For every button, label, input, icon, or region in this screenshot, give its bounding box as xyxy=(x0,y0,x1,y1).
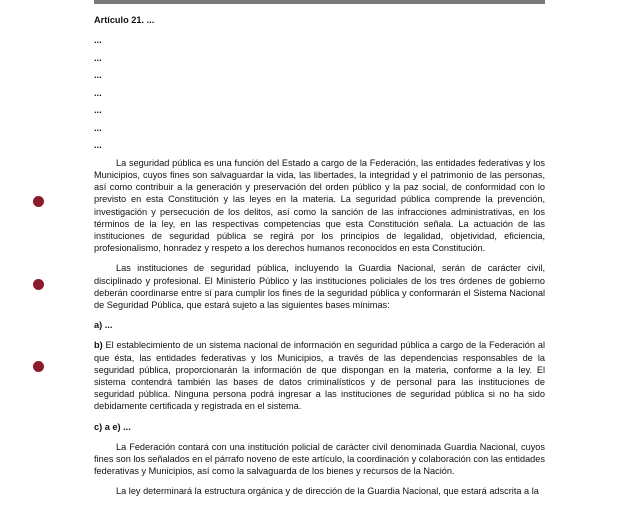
ellipsis-line: ... xyxy=(94,70,102,81)
ellipsis-line: ... xyxy=(94,35,102,46)
ellipsis-line: ... xyxy=(94,122,102,133)
margin-bullet-icon xyxy=(33,279,44,290)
margin-bullet-icon xyxy=(33,361,44,372)
paragraph-guardia-nacional: La Federación contará con una institución policial de carácter civil denominada Guardia Nacional, cuyos fines son los señalados en el párrafo noveno de este artículo, la coordinación y colaboración con las entidades federativas y Municipios, así como la salvaguarda de los bienes y recursos de la Nación. xyxy=(94,441,545,477)
item-a: a) ... xyxy=(94,320,113,331)
item-b-text: El establecimiento de un sistema nacional de información en seguridad pública a cargo de la Federación al que ésta, las entidades federativas y los Municipios, a través de las dependencias responsables de la seguridad pública, proporcionarán la información de que dispongan en la materia, conforme a la ley. El sistema contendrá también las bases de datos criminalísticos y de personal para las instituciones de seguridad pública. Ninguna persona podrá ingresar a las instituciones de seguridad pública si no ha sido debidamente certificada y registrada en el sistema. xyxy=(94,340,545,412)
article-heading: Artículo 21. ... xyxy=(94,15,155,25)
ellipsis-line: ... xyxy=(94,105,102,116)
ellipsis-line: ... xyxy=(94,52,102,63)
ellipsis-line: ... xyxy=(94,140,102,151)
paragraph-seguridad-publica: La seguridad pública es una función del Estado a cargo de la Federación, las entidades federativas y los Municipios, cuyos fines son salvaguardar la vida, las libertades, la integridad y el patrimonio de las personas, así como contribuir a la generación y preservación del orden público y la paz social, de conformidad con lo previsto en esta Constitución y las leyes en la materia. La seguridad pública comprende la prevención, investigación y persecución de los delitos, así como la sanción de las infracciones administrativas, en los términos de la ley, en las respectivas competencias que esta Constitución señala. La actuación de las instituciones de seguridad pública se regirá por los principios de legalidad, objetividad, eficiencia, profesionalismo, honradez y respeto a los derechos humanos reconocidos en esta Constitución. xyxy=(94,157,545,254)
ellipsis-line: ... xyxy=(94,87,102,98)
item-b-label: b) xyxy=(94,340,103,351)
item-c-e: c) a e) ... xyxy=(94,421,131,432)
item-b xyxy=(94,339,545,412)
document-page xyxy=(94,14,545,506)
margin-bullet-icon xyxy=(33,196,44,207)
top-rule xyxy=(94,0,545,4)
paragraph-instituciones: Las instituciones de seguridad pública, incluyendo la Guardia Nacional, serán de carácter civil, disciplinado y profesional. El Ministerio Público y las instituciones policiales de los tres órdenes de gobierno deberán coordinarse entre sí para cumplir los fines de la seguridad pública y conformarán el Sistema Nacional de Seguridad Pública, que estará sujeto a las siguientes bases mínimas: xyxy=(94,263,545,310)
ellipsis-list xyxy=(94,34,545,157)
paragraph-ley-estructura: La ley determinará la estructura orgánica y de dirección de la Guardia Nacional, que estará adscrita a la xyxy=(116,486,539,497)
